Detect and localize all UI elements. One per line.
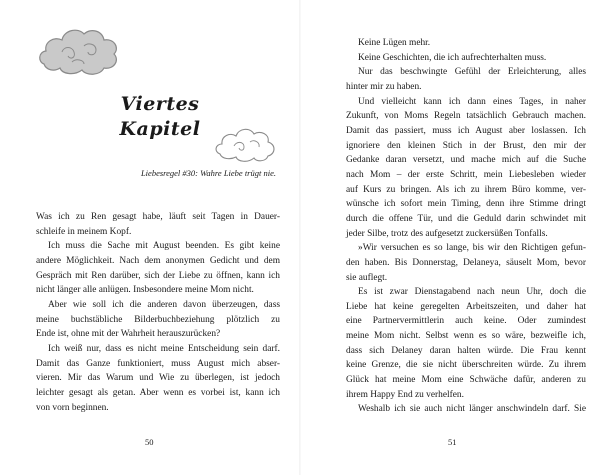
text-line: Und vielleicht kann ich dann eines Tages, in naher (358, 96, 586, 107)
text-line: dass sich Delaney daran halten würde. Die Frau kennt (346, 345, 586, 356)
text-line: nicht länger alle anlügen. Insbesondere meine Mom nicht. (36, 285, 254, 296)
text-line: wünsche ich sofort mein Timing, denn ihre Stimme dringt (346, 199, 586, 210)
text-line: Liebe hat keine geregelten Arbeitszeiten, und daher hat (346, 301, 586, 312)
text-line: Ich weiß nur, dass es nicht meine Entscheidung sein darf. (48, 343, 280, 354)
text-line: keine Grenze, die sie nicht überschreiten würde. Zu ihrem (346, 360, 586, 371)
cloud-decoration-icon (38, 22, 120, 78)
text-line: eine Partnervermittlerin auch keine. Oder zumindest (346, 316, 586, 327)
text-line: Glück hat meine Mom eine Schwäche dafür, anderen zu (346, 375, 586, 386)
text-line: den haben. Bis Donnerstag, Delaneya, säuselt Mom, bevor (346, 257, 586, 268)
text-line: Es ist zwar Dienstagabend nach neun Uhr, doch die (358, 287, 586, 298)
text-line: andere Möglichkeit. Nach dem anonymen Gedicht und dem (36, 255, 280, 266)
text-line: schleife in meinem Kopf. (36, 226, 132, 237)
text-line: von vorn beginnen. (36, 402, 109, 413)
text-line: »Wir versuchen es so lange, bis wir den Richtigen gefun- (358, 243, 586, 254)
text-line: Gespräch mit Ren darüber, sich der Liebe zu öffnen, kann ich (36, 270, 280, 281)
text-line: Gedanke daran versetzt, und mache mich auf die Suche (346, 155, 586, 166)
chapter-motto: Liebesregel #30: Wahre Liebe trügt nie. (140, 168, 276, 178)
text-line: Aber wie soll ich die anderen davon überzeugen, dass (48, 299, 280, 310)
chapter-title-line-2: Kapitel (119, 118, 201, 140)
right-page-text (346, 36, 586, 417)
text-line: jeder Silbe, trotz des aufgesetzt zuckersüßen Tonfalls. (346, 228, 548, 239)
text-line: Damit das passiert, muss ich August aber loslassen. Ich (346, 125, 586, 136)
cloud-decoration-icon (214, 122, 276, 164)
text-line: ihrem Happy End zu verhelfen. (346, 389, 464, 400)
text-line: Ich muss die Sache mit August beenden. Es gibt keine (48, 241, 280, 252)
text-line: ignoriere den kleinen Stich in der Brust, den mir der (346, 140, 586, 151)
text-line: Keine Lügen mehr. (358, 38, 431, 48)
page-number-right: 51 (448, 437, 457, 447)
text-line: meine Mom nicht. Selbst wenn es so wäre, bezweifle ich, (346, 331, 586, 342)
text-line: hinter mir zu haben. (346, 81, 422, 92)
text-line: meine buchstäbliche Bilderbuchbeziehung plötzlich zu (36, 314, 280, 325)
chapter-title-line-1: Viertes (120, 93, 200, 115)
text-line: Zukunft, von Moms Regeln tatsächlich Gebrauch machen. (346, 111, 586, 122)
text-line: Weshalb ich sie auch nicht länger anschwindeln darf. Sie (358, 404, 586, 415)
text-line: Keine Geschichten, die ich aufrechterhalten muss. (358, 52, 547, 63)
text-line: Damit das Ganze funktioniert, muss August mich abser- (36, 358, 280, 369)
chapter-title (100, 92, 220, 142)
text-line: leichter gesagt als getan. Aber wenn es vorbei ist, kann ich (36, 387, 280, 398)
page-number-left: 50 (145, 437, 154, 447)
text-line: auf Kurs zu bringen. Als ich zu ihrem Büro komme, ver- (346, 184, 586, 195)
text-line: vieren. Mir das Warum und Wie zu überlegen, ist jedoch (36, 373, 280, 384)
text-line: nach Mom – der erste Schritt, mein Liebesleben wieder (346, 169, 586, 180)
text-line: sie auflegt. (346, 272, 388, 283)
text-line: Ende ist, ohne mit der Wahrheit herauszurücken? (36, 329, 221, 340)
text-line: durch die offene Tür, und die Geduld darin schwindet mit (346, 213, 586, 224)
right-page (300, 0, 600, 475)
text-line: Was ich zu Ren gesagt habe, läuft seit Tagen in Dauer- (36, 212, 280, 222)
left-page-text (36, 210, 280, 415)
text-line: Nur das beschwingte Gefühl der Erleichterung, alles (358, 67, 586, 78)
